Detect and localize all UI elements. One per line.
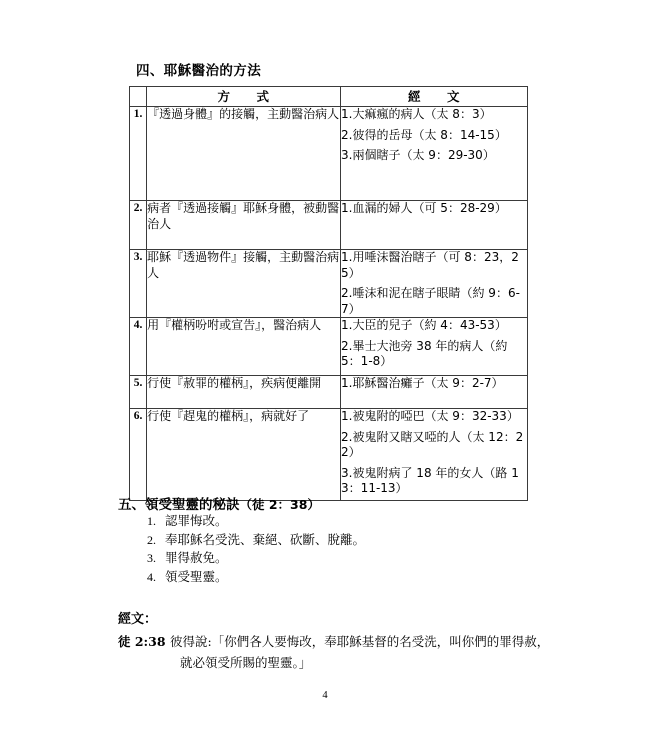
- row-number: 3.: [130, 250, 147, 318]
- table-row: [130, 409, 528, 501]
- column-header-scripture: 經 文: [341, 87, 528, 107]
- row-method: 耶穌『透過物件』接觸，主動醫治病人: [147, 250, 341, 318]
- page-number: 4: [322, 690, 328, 701]
- scripture-quotation: [118, 631, 550, 673]
- scripture-body: [118, 631, 550, 673]
- scripture-line: 1.耶穌醫治癱子（太 9：2-7）: [341, 376, 504, 390]
- row-scriptures: [341, 318, 528, 376]
- row-number: 1.: [130, 107, 147, 201]
- scripture-reference: 徒 2:38: [118, 634, 166, 649]
- section-four-heading: 四、耶穌醫治的方法: [136, 63, 262, 79]
- row-method: 『透過身體』的接觸，主動醫治病人: [147, 107, 341, 201]
- scripture-line: 3.被鬼附病了 18 年的女人（路 13：11-13）: [341, 465, 519, 495]
- table-row: [130, 107, 528, 201]
- scripture-line: 1.大痲瘋的病人（太 8：3）: [341, 107, 492, 121]
- scripture-line: 2.被鬼附又瞎又啞的人（太 12：22）: [341, 429, 524, 459]
- scripture-line: 1.用唾沫醫治瞎子（可 8：23，25）: [341, 250, 519, 280]
- column-header-method: 方 式: [147, 87, 341, 107]
- scripture-line: 彼得說:「你們各人要悔改，奉耶穌基督的名受洗，叫你們的罪得赦，: [170, 634, 550, 649]
- list-item: [147, 531, 527, 550]
- column-header-number: [130, 87, 147, 107]
- scripture-line: 就必領受所賜的聖靈。」: [180, 655, 312, 670]
- row-number: 2.: [130, 201, 147, 250]
- section-five-points-list: [147, 512, 527, 586]
- scripture-line: 1.被鬼附的啞巴（太 9：32-33）: [341, 409, 519, 423]
- table-row: [130, 201, 528, 250]
- section-five-heading-text: 五、領受聖靈的秘訣: [118, 497, 240, 513]
- list-item-number: 3.: [147, 551, 156, 565]
- scripture-line: 1.血漏的婦人（可 5：28-29）: [341, 201, 507, 215]
- row-number: 6.: [130, 409, 147, 501]
- scripture-line: 2.彼得的岳母（太 8：14-15）: [341, 127, 507, 142]
- row-method: 用『權柄吩咐或宣告』，醫治病人: [147, 318, 341, 376]
- row-method: 行使『趕鬼的權柄』，病就好了: [147, 409, 341, 501]
- section-five-heading-reference: （徒 2：38）: [239, 497, 320, 512]
- row-method: 病者『透過接觸』耶穌身體，被動醫治人: [147, 201, 341, 250]
- list-item-number: 2.: [147, 532, 156, 547]
- table-row: [130, 318, 528, 376]
- list-item-label: 奉耶穌名受洗、棄絕、砍斷、脫離。: [165, 531, 366, 547]
- scripture-line: 1.大臣的兒子（約 4：43-53）: [341, 318, 507, 332]
- table-header-row: [130, 87, 528, 107]
- list-item-number: 4.: [147, 569, 156, 584]
- list-item-number: 1.: [147, 514, 156, 528]
- row-method: 行使『赦罪的權柄』，疾病便離開: [147, 376, 341, 409]
- row-scriptures: [341, 201, 528, 250]
- healing-methods-table-wrapper: [129, 86, 528, 501]
- scripture-line: 2.畢士大池旁 38 年的病人（約 5：1-8）: [341, 338, 508, 368]
- healing-methods-table: [129, 86, 528, 501]
- scripture-section-label: 經文：: [118, 612, 158, 627]
- row-scriptures: [341, 107, 528, 201]
- row-scriptures: [341, 250, 528, 318]
- row-number: 5.: [130, 376, 147, 409]
- list-item-label: 罪得赦免。: [165, 550, 228, 565]
- list-item: [147, 568, 527, 587]
- row-scriptures: [341, 376, 528, 409]
- list-item-label: 領受聖靈。: [165, 568, 228, 584]
- row-number: 4.: [130, 318, 147, 376]
- table-row: [130, 250, 528, 318]
- list-item-label: 認罪悔改。: [165, 513, 228, 528]
- table-row: [130, 376, 528, 409]
- scripture-line: 3.兩個瞎子（太 9：29-30）: [341, 148, 495, 162]
- section-five-heading: [118, 493, 320, 513]
- list-item: [147, 549, 527, 568]
- list-item: [147, 512, 527, 531]
- row-scriptures: [341, 409, 528, 501]
- scripture-line: 2.唾沫和泥在瞎子眼睛（約 9：6-7）: [341, 286, 520, 316]
